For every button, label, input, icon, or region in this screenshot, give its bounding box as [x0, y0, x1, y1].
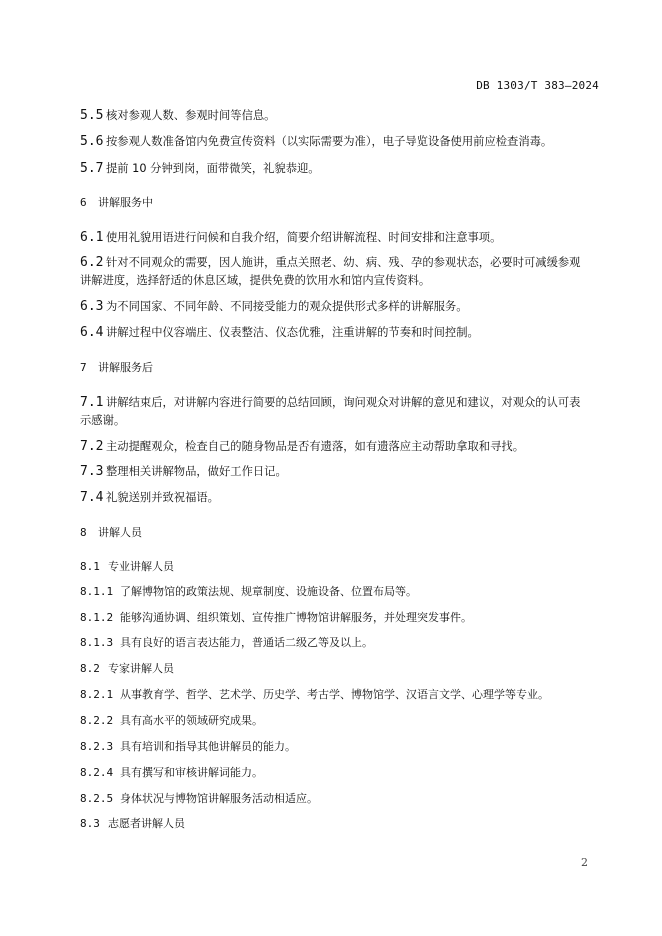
- section-title-7: [80, 357, 602, 378]
- subsection-title: 专业讲解人员: [108, 560, 174, 573]
- clause-text: 能够沟通协调、组织策划、宣传推广博物馆讲解服务，并处理突发事件。: [120, 611, 472, 624]
- clause-7-2: [80, 436, 602, 457]
- clause-text: 具有良好的语言表达能力，普通话二级乙等及以上。: [120, 636, 373, 649]
- clause-number: 6.3: [80, 299, 104, 314]
- clause-number: 8.1.3: [80, 636, 114, 649]
- clause-6-1: [80, 227, 602, 248]
- subsection-8-2: [80, 658, 602, 679]
- section-title-8: [80, 522, 602, 543]
- clause-8-2-5: [80, 788, 602, 809]
- clause-5-5: [80, 105, 602, 126]
- clause-number: 8.2.3: [80, 740, 114, 753]
- clause-6-3: [80, 296, 602, 317]
- subsection-number: 8.2: [80, 662, 100, 675]
- clause-number: 6.2: [80, 255, 104, 270]
- clause-number: 8.1.1: [80, 585, 114, 598]
- clause-7-1-continuation: 示感谢。: [80, 414, 126, 427]
- clause-text: 核对参观人数、参观时间等信息。: [106, 109, 276, 122]
- clause-number: 7.3: [80, 464, 104, 479]
- clause-text: 具有撰写和审核讲解词能力。: [120, 766, 263, 779]
- clause-text: 按参观人数准备馆内免费宣传资料（以实际需要为准），电子导览设备使用前应检查消毒。: [106, 135, 553, 148]
- clause-number: 5.6: [80, 134, 104, 149]
- clause-7-3: [80, 461, 602, 482]
- clause-number: 8.2.5: [80, 792, 114, 805]
- clause-number: 7.1: [80, 395, 104, 410]
- clause-text: 了解博物馆的政策法规、规章制度、设施设备、位置布局等。: [120, 585, 417, 598]
- clause-number: 7.2: [80, 439, 104, 454]
- subsection-number: 8.3: [80, 817, 100, 830]
- page-number: 2: [581, 856, 588, 869]
- section-number: 6: [80, 196, 87, 209]
- clause-5-6: [80, 131, 602, 152]
- clause-text: 使用礼貌用语进行问候和自我介绍，简要介绍讲解流程、时间安排和注意事项。: [106, 231, 502, 244]
- clause-8-2-2: [80, 710, 602, 731]
- clause-text: 提前 10 分钟到岗，面带微笑，礼貌恭迎。: [106, 162, 320, 175]
- clause-8-2-4: [80, 762, 602, 783]
- clause-number: 8.2.1: [80, 688, 114, 701]
- clause-text: 从事教育学、哲学、艺术学、历史学、考古学、博物馆学、汉语言文学、心理学等专业。: [120, 688, 549, 701]
- clause-8-1-2: [80, 607, 602, 628]
- clause-text: 具有培训和指导其他讲解员的能力。: [120, 740, 296, 753]
- clause-8-1-1: [80, 581, 602, 602]
- section-title-text: 讲解人员: [98, 526, 142, 539]
- clause-number: 7.4: [80, 490, 104, 505]
- section-title-6: [80, 192, 602, 213]
- clause-number: 6.1: [80, 230, 104, 245]
- clause-8-2-1: [80, 684, 602, 705]
- clause-text: 为不同国家、不同年龄、不同接受能力的观众提供形式多样的讲解服务。: [106, 300, 468, 313]
- clause-6-4: [80, 322, 602, 343]
- section-number: 7: [80, 361, 87, 374]
- document-code-header: DB 1303/T 383—2024: [476, 79, 599, 92]
- subsection-title: 专家讲解人员: [108, 662, 174, 675]
- clause-8-2-3: [80, 736, 602, 757]
- clause-number: 8.2.2: [80, 714, 114, 727]
- clause-text: 针对不同观众的需要，因人施讲，重点关照老、幼、病、残、孕的参观状态，必要时可减缓参观: [106, 256, 581, 269]
- section-title-text: 讲解服务后: [98, 361, 153, 374]
- clause-number: 5.7: [80, 161, 104, 176]
- clause-text: 讲解过程中仪容端庄、仪表整洁、仪态优雅，注重讲解的节奏和时间控制。: [106, 326, 479, 339]
- subsection-title: 志愿者讲解人员: [108, 817, 185, 830]
- clause-text: 具有高水平的领域研究成果。: [120, 714, 263, 727]
- clause-text: 主动提醒观众，检查自己的随身物品是否有遗落，如有遗落应主动帮助拿取和寻找。: [106, 440, 524, 453]
- clause-text: 身体状况与博物馆讲解服务活动相适应。: [120, 792, 318, 805]
- section-title-text: 讲解服务中: [98, 196, 153, 209]
- clause-number: 6.4: [80, 325, 104, 340]
- clause-6-2-continuation: 讲解进度，选择舒适的休息区域，提供免费的饮用水和馆内宣传资料。: [80, 274, 431, 287]
- clause-8-1-3: [80, 632, 602, 653]
- section-number: 8: [80, 526, 87, 539]
- clause-number: 8.2.4: [80, 766, 114, 779]
- subsection-8-3: [80, 813, 602, 834]
- clause-number: 8.1.2: [80, 611, 114, 624]
- clause-text: 整理相关讲解物品，做好工作日记。: [106, 465, 287, 478]
- clause-number: 5.5: [80, 108, 104, 123]
- subsection-8-1: [80, 556, 602, 577]
- clause-7-4: [80, 487, 602, 508]
- subsection-number: 8.1: [80, 560, 100, 573]
- clause-5-7: [80, 158, 602, 179]
- clause-text: 讲解结束后，对讲解内容进行简要的总结回顾，询问观众对讲解的意见和建议，对观众的认可表: [106, 396, 581, 409]
- clause-text: 礼貌送别并致祝福语。: [106, 491, 219, 504]
